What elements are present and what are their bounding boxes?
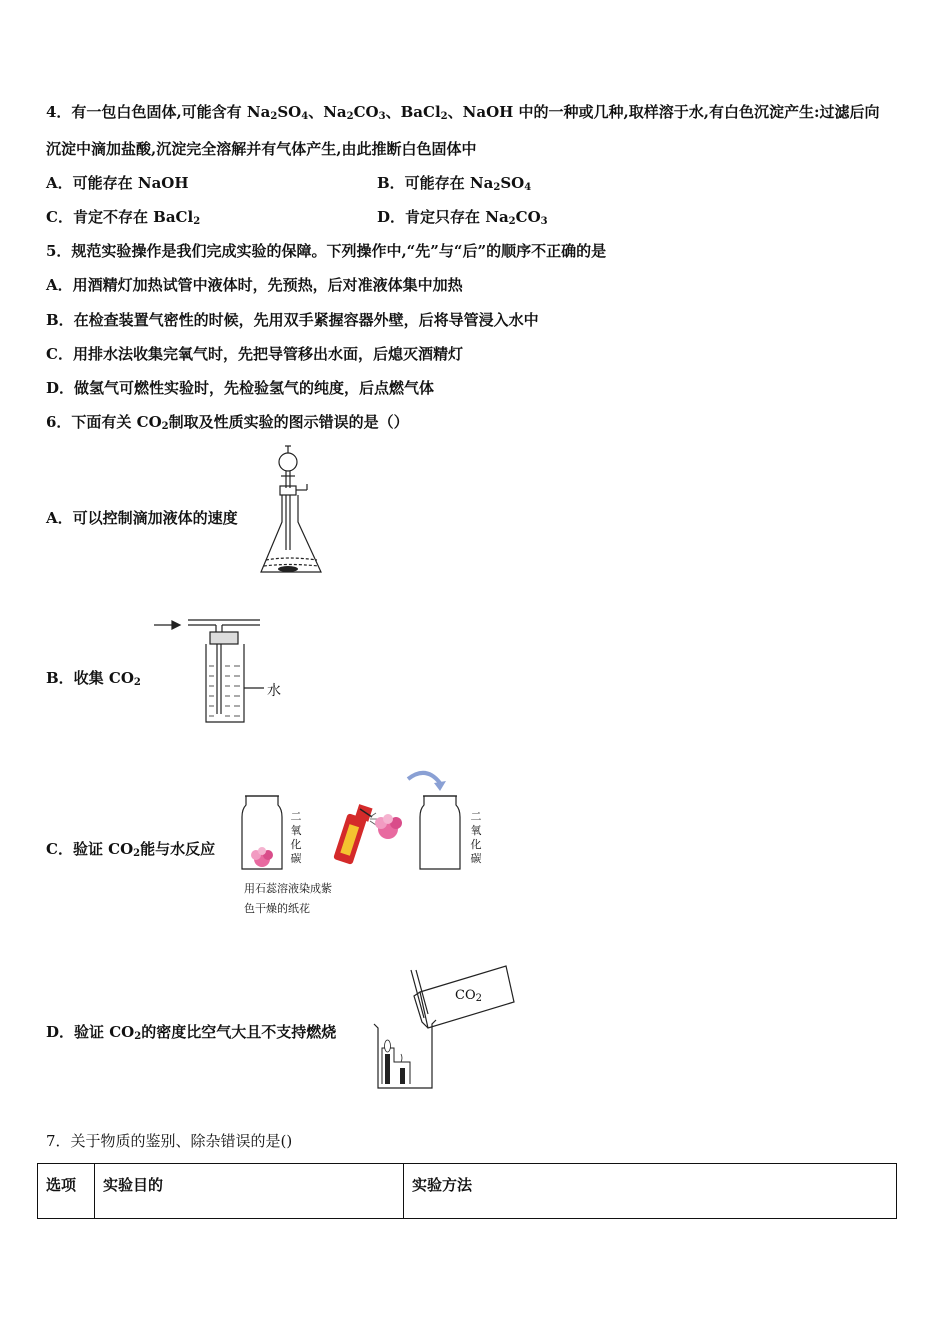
q4-option-a: A．可能存在 NaOH xyxy=(46,174,189,192)
flower-caption-line1: 用石蕊溶液染成紫 xyxy=(244,882,332,895)
co2-bottle-label: $CO_2$ xyxy=(455,988,482,1004)
q5-option-d: D．做氢气可燃性实验时，先检验氢气的纯度，后点燃气体 xyxy=(46,379,435,397)
q4-stem-line2: 沉淀中滴加盐酸,沉淀完全溶解并有气体产生,由此推断白色固体中 xyxy=(46,140,477,158)
q4-option-c: C．肯定不存在 BaCl$_2$ xyxy=(46,208,201,227)
q4-stem-line1: 4．有一包白色固体,可能含有 $Na_2SO_4$、$Na_2CO_3$、BaCl$_2$、NaOH 中的一种或几种,取样溶于水,有白色沉淀产生:过滤后向 xyxy=(46,103,880,122)
q4-option-d: D．肯定只存在 $Na_2CO_3$ xyxy=(377,208,548,227)
co2-pouring-candles-beaker xyxy=(370,962,520,1092)
flower-sprayed-icon xyxy=(375,814,402,839)
jar-label-2: 二 氧 化 碳 xyxy=(470,810,482,865)
q6-option-c: C．验证 $CO_2$能与水反应 xyxy=(46,840,216,859)
table-header-row xyxy=(38,1164,897,1219)
q6-option-d: D．验证 $CO_2$的密度比空气大且不支持燃烧 xyxy=(46,1023,337,1042)
q6-stem: 6．下面有关 $CO_2$制取及性质实验的图示错误的是（） xyxy=(46,413,409,432)
flower-caption-line2: 色干燥的纸花 xyxy=(244,902,310,915)
transfer-arrow-icon xyxy=(408,773,440,783)
q7-stem: 7．关于物质的鉴别、除杂错误的是() xyxy=(46,1132,293,1150)
q5-stem: 5．规范实验操作是我们完成实验的保障。下列操作中,“先”与“后”的顺序不正确的是 xyxy=(46,242,607,260)
spray-bottle-icon xyxy=(333,804,372,865)
flower-in-jar-icon xyxy=(251,847,273,867)
jar-label-1: 二 氧 化 碳 xyxy=(290,810,302,865)
q6-option-a: A．可以控制滴加液体的速度 xyxy=(46,509,238,527)
header-method: 实验方法 xyxy=(404,1164,897,1219)
q5-option-a: A．用酒精灯加热试管中液体时，先预热，后对准液体集中加热 xyxy=(46,276,463,294)
q6-option-b: B．收集 $CO_2$ xyxy=(46,669,141,688)
header-purpose: 实验目的 xyxy=(95,1164,404,1219)
q4-option-b: B．可能存在 $Na_2SO_4$ xyxy=(377,174,532,193)
q7-table xyxy=(37,1163,897,1219)
co2-litmus-flower-experiment xyxy=(236,765,496,877)
header-option: 选项 xyxy=(38,1164,95,1219)
water-label: 水 xyxy=(267,683,281,699)
conical-flask-with-separatory-funnel xyxy=(255,442,327,578)
q5-option-b: B．在检查装置气密性的时候，先用双手紧握容器外壁，后将导管浸入水中 xyxy=(46,311,539,329)
q5-option-c: C．用排水法收集完氧气时，先把导管移出水面，后熄灭酒精灯 xyxy=(46,345,463,363)
gas-washing-bottle-with-water xyxy=(152,614,267,728)
